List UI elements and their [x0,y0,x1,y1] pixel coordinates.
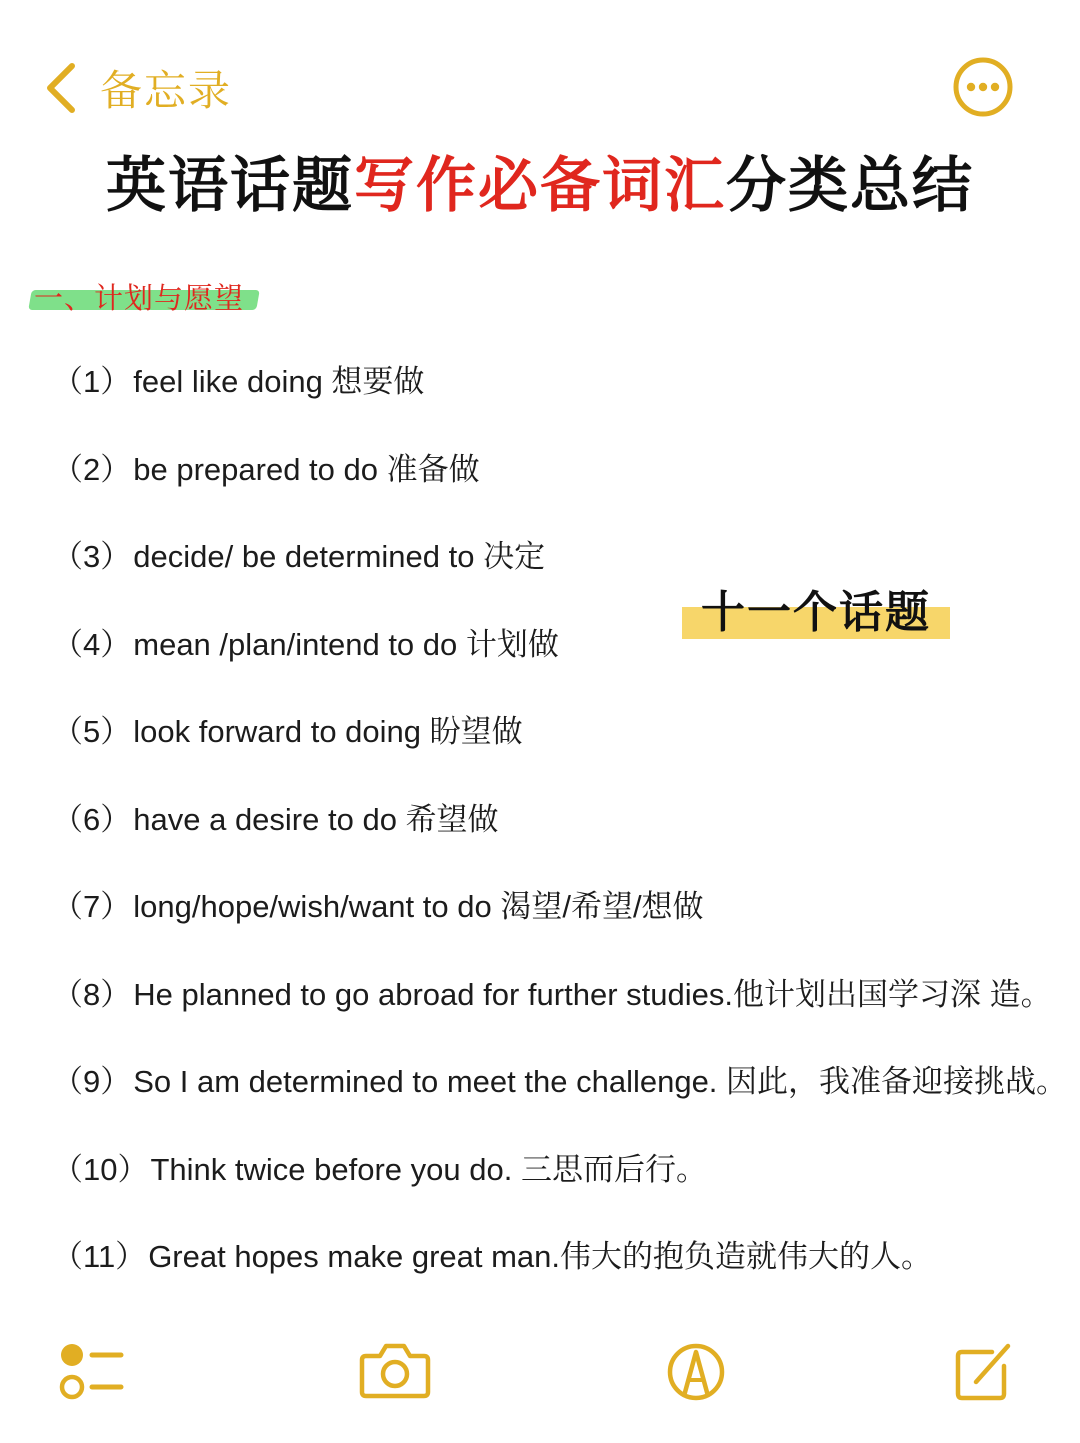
list-item [52,800,499,840]
item-number: （8） [52,977,132,1012]
camera-icon [358,1391,432,1410]
back-button[interactable] [44,60,232,116]
item-text: be prepared to do 准备做 [133,452,480,487]
camera-button[interactable] [358,1336,432,1406]
item-text: mean /plan/intend to do 计划做 [133,627,559,662]
item-text: So I am determined to meet the challenge. 因此，我准备迎接挑战。 [133,1064,1068,1099]
markup-button[interactable] [664,1336,728,1406]
badge-text: 十一个话题 [701,587,931,638]
item-text: He planned to go abroad for further studies.他计划出国学习深 造。 [133,977,1052,1012]
list-item [52,450,480,490]
item-number: （3） [52,539,132,574]
list-item [52,537,545,577]
more-button[interactable] [952,56,1014,118]
item-text: Great hopes make great man.伟大的抱负造就伟大的人。 [148,1239,933,1274]
compose-button[interactable] [952,1336,1014,1406]
list-item [52,975,1052,1015]
item-number: （6） [52,802,132,837]
checklist-button[interactable] [58,1336,124,1406]
item-number: （11） [52,1239,147,1274]
title-part-3: 分类总结 [726,151,974,221]
list-item [52,362,424,402]
compose-icon [952,1391,1014,1410]
list-item [52,887,704,927]
item-text: decide/ be determined to 决定 [133,539,546,574]
item-text: Think twice before you do. 三思而后行。 [150,1152,707,1187]
list-item [52,1062,1067,1102]
item-number: （10） [52,1152,149,1187]
pen-markup-icon [664,1391,728,1410]
item-text: look forward to doing 盼望做 [133,714,523,749]
item-text: have a desire to do 希望做 [133,802,499,837]
section-heading [30,276,244,316]
item-text: feel like doing 想要做 [133,364,425,399]
item-number: （9） [52,1064,132,1099]
checklist-icon [58,1391,124,1410]
item-number: （4） [52,627,132,662]
more-dots-icon [952,103,1014,122]
list-item [52,1150,707,1190]
title-part-2: 写作必备词汇 [354,151,726,221]
title-part-1: 英语话题 [106,151,354,221]
item-number: （1） [52,364,132,399]
item-text: long/hope/wish/want to do 渴望/希望/想做 [133,889,704,924]
item-number: （5） [52,714,132,749]
item-number: （7） [52,889,132,924]
list-item [52,1237,932,1277]
item-number: （2） [52,452,132,487]
list-item [52,625,559,665]
back-label: 备忘录 [100,66,233,115]
chevron-left-icon [44,62,78,114]
list-item [52,712,523,752]
section-heading-text: 一、计划与愿望 [34,281,245,315]
note-title [0,138,1080,224]
topic-count-badge [682,585,950,645]
